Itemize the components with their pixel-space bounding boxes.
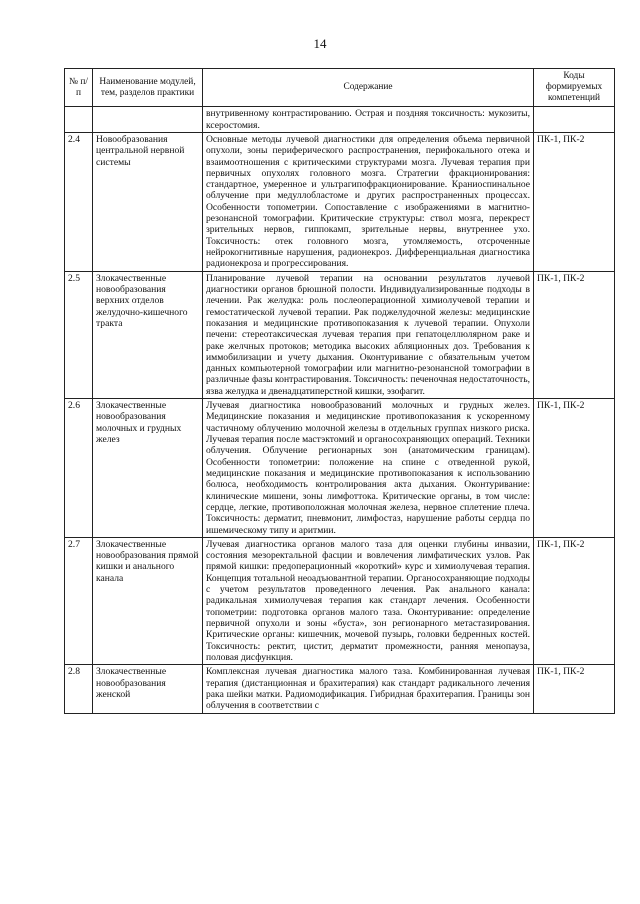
table-row — [65, 537, 615, 664]
cell-content: Лучевая диагностика органов малого таза для оценки глубины инвазии, состояния мезоректальной фасции и вовлечения лимфатических узлов. Рак прямой кишки: предоперационный «короткий» курс и химиолучевая терапия. Концепция тотальной неоадъювантной терапии. Органосохраняющие подходы с учетом результатов проведенного лечения. Рак анального канала: радикальная химиолучевая терапия как стандарт лечения. Особенности топометрии: подготовка органов малого таза. Оконтуривание: определение первичной опухоли и зоны «буста», зон регионарного метастазирования. Критические органы: кишечник, мочевой пузырь, головки бедренных костей. Токсичность: ректит, цистит, дерматит промежности, ранняя менопауза, половая дисфункция. — [203, 537, 534, 664]
table-row — [65, 271, 615, 398]
curriculum-table — [64, 68, 615, 714]
table-row — [65, 132, 615, 271]
header-content: Содержание — [203, 69, 534, 107]
cell-content: Лучевая диагностика новообразований молочных и грудных желез. Медицинские показания и медицинские противопоказания к ускоренному частичному облучению молочной железы в отдельных группах низкого риска. Лучевая терапия после мастэктомий и органосохраняющих операций. Техники облучения. Облучение регионарных зон (анатомическим границам). Особенности топометрии: положение на спине с отведенной рукой, медицинские показания и медицинские противопоказания к использованию болюса, необходимость контролирования акта дыхания. Оконтуривание: клинические мишени, зоны лимфоттока. Критические органы, в том числе: сердце, легкие, противоположная молочная железа, нервное сплетение плеча. Токсичность: дерматит, пневмонит, лимфостаз, нарушение работы сердца по ишемическому типу и аритмии. — [203, 399, 534, 538]
cell-name: Злокачественные новообразования прямой кишки и анального канала — [93, 537, 203, 664]
cell-codes: ПК-1, ПК-2 — [534, 399, 615, 538]
cell-num: 2.7 — [65, 537, 93, 664]
header-name: Наименование модулей, тем, разделов практики — [93, 69, 203, 107]
header-codes: Коды формируемых компетенций — [534, 69, 615, 107]
table-row — [65, 665, 615, 713]
cell-content: Основные методы лучевой диагностики для определения объема первичной опухоли, зоны периферического распространения, перифокального отека и взаимоотношения с критическими структурами мозга. Лучевая терапия при первичных опухолях головного мозга. Стратегии фракционирования: стандартное, умеренное и ультрагипофракционирование. Краниоспинальное облучение при медуллобластоме и других распространенных процессах. Особенности топометрии. Сопоставление с изображениями в магнитно-резонансной томографии. Критические структуры: ствол мозга, перекрест зрительных нервов, гиппокамп, зрительные нервы, внутреннее ухо. Токсичность: отек головного мозга, утомляемость, отсроченные нейрокогнитивные нарушения, радионекроз. Дифференциальная диагностика радионекроза и прогрессирования. — [203, 132, 534, 271]
cell-codes: ПК-1, ПК-2 — [534, 537, 615, 664]
cell-num: 2.8 — [65, 665, 93, 713]
cell-name: Злокачественные новообразования молочных и грудных желез — [93, 399, 203, 538]
cell-name: Злокачественные новообразования женской — [93, 665, 203, 713]
page-number: 14 — [313, 36, 327, 51]
cell-num: 2.4 — [65, 132, 93, 271]
cell-num: 2.5 — [65, 271, 93, 398]
header-num: № п/п — [65, 69, 93, 107]
cell-codes — [534, 107, 615, 133]
cell-num: 2.6 — [65, 399, 93, 538]
cell-content: Комплексная лучевая диагностика малого таза. Комбинированная лучевая терапия (дистанционная и брахитерапия) как стандарт радикального лечения рака шейки матки. Радиомодификация. Гибридная брахитерапия. Границы зон облучения в соответствии с — [203, 665, 534, 713]
cell-name — [93, 107, 203, 133]
table-row — [65, 399, 615, 538]
cell-codes: ПК-1, ПК-2 — [534, 132, 615, 271]
cell-content: Планирование лучевой терапии на основании результатов лучевой диагностики органов брюшной полости. Индивидуализированные подходы в лечении. Рак желудка: роль послеоперационной химиолучевой терапии и гемостатической лучевой терапии. Рак поджелудочной железы: медицинские показания и медицинские противопоказания к лучевой терапии. Опухоли печени: стереотаксическая лучевая терапия при гепатоцеллюлярном раке и раке желчных протоков; методика высоких абляционных доз. Требования к иммобилизации и учету дыхания. Оконтуривание с обязательным учетом данных компьютерной томографии или магнитно-резонансной томографии в различные фазы контрастирования. Токсичность: печеночная недостаточность, язва желудка и двенадцатиперстной кишки, эзофагит. — [203, 271, 534, 398]
table-header-row — [65, 69, 615, 107]
cell-name: Новообразования центральной нервной системы — [93, 132, 203, 271]
cell-codes: ПК-1, ПК-2 — [534, 271, 615, 398]
cell-num — [65, 107, 93, 133]
cell-name: Злокачественные новообразования верхних отделов желудочно-кишечного тракта — [93, 271, 203, 398]
cell-codes: ПК-1, ПК-2 — [534, 665, 615, 713]
cell-content: внутривенному контрастированию. Острая и поздняя токсичность: мукозиты, ксеростомия. — [203, 107, 534, 133]
table-row-continuation — [65, 107, 615, 133]
